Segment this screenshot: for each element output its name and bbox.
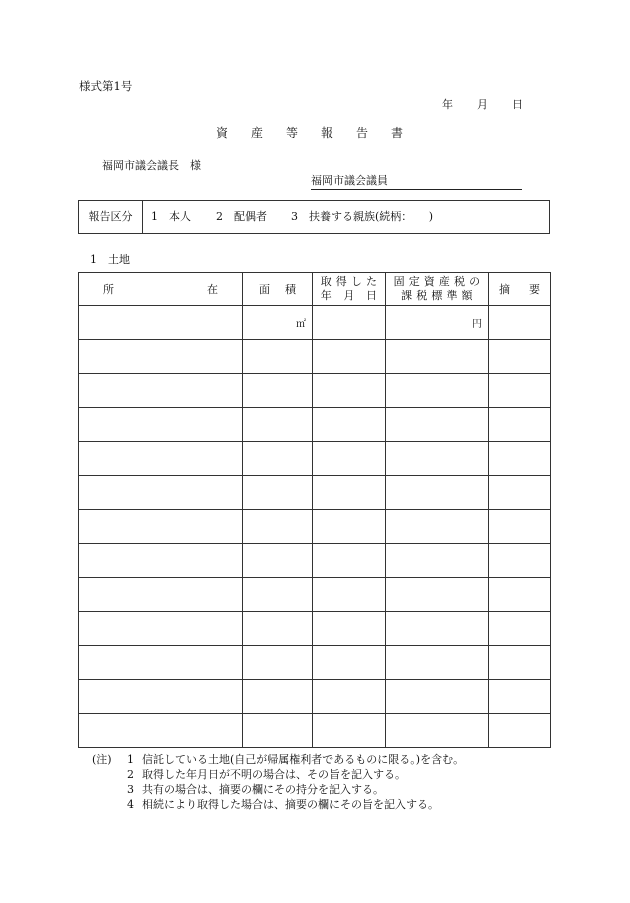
cell-location[interactable] xyxy=(79,680,243,714)
land-table xyxy=(78,272,551,748)
cell-area[interactable] xyxy=(243,510,313,544)
table-row xyxy=(79,374,551,408)
cell-acquired-date[interactable] xyxy=(313,714,386,748)
date-month-label: 月 xyxy=(477,98,488,111)
cell-remarks[interactable] xyxy=(489,646,551,680)
cell-tax-base[interactable] xyxy=(386,306,489,340)
cell-acquired-date[interactable] xyxy=(313,476,386,510)
cell-area[interactable] xyxy=(243,612,313,646)
table-row xyxy=(79,340,551,374)
cell-location[interactable] xyxy=(79,612,243,646)
cell-area[interactable] xyxy=(243,374,313,408)
cell-acquired-date[interactable] xyxy=(313,374,386,408)
cell-remarks[interactable] xyxy=(489,714,551,748)
note-text: 共有の場合は、摘要の欄にその持分を記入する。 xyxy=(142,783,384,796)
cell-acquired-date[interactable] xyxy=(313,306,386,340)
cell-location[interactable] xyxy=(79,442,243,476)
table-row xyxy=(79,714,551,748)
header-acquired-line2: 年 月 日 xyxy=(320,289,378,302)
cell-area[interactable] xyxy=(243,578,313,612)
cell-location[interactable] xyxy=(79,340,243,374)
area-unit: ㎡ xyxy=(296,319,306,330)
cell-tax-base[interactable] xyxy=(386,646,489,680)
header-acquired-line1: 取 得 し た xyxy=(320,275,378,288)
cell-location[interactable] xyxy=(79,374,243,408)
note-number: 2 xyxy=(127,768,134,781)
note-text: 取得した年月日が不明の場合は、その旨を記入する。 xyxy=(142,768,406,781)
cell-location[interactable] xyxy=(79,646,243,680)
header-remarks xyxy=(489,273,551,306)
cell-tax-base[interactable] xyxy=(386,510,489,544)
tax-unit: 円 xyxy=(472,319,482,330)
cell-remarks[interactable] xyxy=(489,544,551,578)
category-option-self: 1 本人 xyxy=(151,210,191,223)
note-number: 4 xyxy=(127,798,134,811)
cell-acquired-date[interactable] xyxy=(313,646,386,680)
report-category-box xyxy=(78,200,550,234)
cell-area[interactable] xyxy=(243,714,313,748)
cell-tax-base[interactable] xyxy=(386,442,489,476)
header-tax-line1: 固 定 資 産 税 の xyxy=(393,275,481,288)
title-char: 書 xyxy=(391,126,404,140)
note-text: 信託している土地(自己が帰属権利者であるものに限る。)を含む。 xyxy=(142,753,465,766)
date-year-label: 年 xyxy=(442,98,453,111)
cell-acquired-date[interactable] xyxy=(313,578,386,612)
cell-acquired-date[interactable] xyxy=(313,340,386,374)
cell-area[interactable] xyxy=(243,340,313,374)
recipient: 福岡市議会議長 様 xyxy=(102,159,201,172)
cell-tax-base[interactable] xyxy=(386,578,489,612)
cell-tax-base[interactable] xyxy=(386,544,489,578)
member-label: 福岡市議会議員 xyxy=(311,174,388,187)
category-option-dependent: 3 扶養する親族(続柄： ) xyxy=(291,210,434,223)
title-char: 告 xyxy=(356,126,369,140)
table-header-row xyxy=(79,273,551,306)
cell-tax-base[interactable] xyxy=(386,612,489,646)
title-char: 産 xyxy=(251,126,264,140)
title-char: 等 xyxy=(286,126,299,140)
cell-remarks[interactable] xyxy=(489,306,551,340)
cell-remarks[interactable] xyxy=(489,408,551,442)
cell-remarks[interactable] xyxy=(489,476,551,510)
cell-acquired-date[interactable] xyxy=(313,680,386,714)
cell-location[interactable] xyxy=(79,578,243,612)
cell-remarks[interactable] xyxy=(489,612,551,646)
cell-remarks[interactable] xyxy=(489,510,551,544)
header-acquired-date xyxy=(313,273,386,306)
table-row xyxy=(79,442,551,476)
form-number: 様式第1号 xyxy=(79,79,133,93)
cell-location[interactable] xyxy=(79,408,243,442)
title-char: 報 xyxy=(321,126,334,140)
cell-area[interactable] xyxy=(243,646,313,680)
cell-tax-base[interactable] xyxy=(386,408,489,442)
cell-location[interactable] xyxy=(79,714,243,748)
header-tax-base xyxy=(386,273,489,306)
cell-area[interactable] xyxy=(243,544,313,578)
cell-acquired-date[interactable] xyxy=(313,408,386,442)
cell-remarks[interactable] xyxy=(489,578,551,612)
cell-area[interactable] xyxy=(243,306,313,340)
table-row xyxy=(79,306,551,340)
header-remarks-char: 要 xyxy=(529,283,540,296)
table-row xyxy=(79,646,551,680)
cell-tax-base[interactable] xyxy=(386,476,489,510)
table-row xyxy=(79,544,551,578)
section-title: 1 土地 xyxy=(90,253,130,266)
header-tax-line2: 課 税 標 準 額 xyxy=(401,289,473,302)
cell-area[interactable] xyxy=(243,476,313,510)
cell-area[interactable] xyxy=(243,408,313,442)
cell-location[interactable] xyxy=(79,476,243,510)
table-row xyxy=(79,680,551,714)
date-day-label: 日 xyxy=(512,98,523,111)
table-row xyxy=(79,408,551,442)
cell-tax-base[interactable] xyxy=(386,680,489,714)
cell-acquired-date[interactable] xyxy=(313,612,386,646)
header-area xyxy=(243,273,313,306)
cell-remarks[interactable] xyxy=(489,442,551,476)
note-text: 相続により取得した場合は、摘要の欄にその旨を記入する。 xyxy=(142,798,439,811)
header-remarks-char: 摘 xyxy=(499,283,510,296)
cell-area[interactable] xyxy=(243,442,313,476)
header-area-char: 積 xyxy=(285,283,296,296)
table-row xyxy=(79,578,551,612)
cell-tax-base[interactable] xyxy=(386,374,489,408)
cell-remarks[interactable] xyxy=(489,680,551,714)
report-category-label: 報告区分 xyxy=(79,201,143,233)
cell-tax-base[interactable] xyxy=(386,714,489,748)
header-location-char: 在 xyxy=(207,283,218,296)
cell-remarks[interactable] xyxy=(489,340,551,374)
notes-label: (注) xyxy=(92,753,112,766)
cell-location[interactable] xyxy=(79,306,243,340)
member-name-line xyxy=(311,172,522,190)
cell-location[interactable] xyxy=(79,544,243,578)
note-number: 1 xyxy=(127,753,134,766)
header-location xyxy=(79,273,243,306)
cell-tax-base[interactable] xyxy=(386,340,489,374)
table-row xyxy=(79,476,551,510)
cell-acquired-date[interactable] xyxy=(313,510,386,544)
header-area-char: 面 xyxy=(259,283,270,296)
header-location-char: 所 xyxy=(103,283,114,296)
cell-acquired-date[interactable] xyxy=(313,544,386,578)
category-option-spouse: 2 配偶者 xyxy=(216,210,267,223)
cell-location[interactable] xyxy=(79,510,243,544)
note-number: 3 xyxy=(127,783,134,796)
table-row xyxy=(79,612,551,646)
table-row xyxy=(79,510,551,544)
title-char: 資 xyxy=(216,126,229,140)
cell-area[interactable] xyxy=(243,680,313,714)
cell-acquired-date[interactable] xyxy=(313,442,386,476)
cell-remarks[interactable] xyxy=(489,374,551,408)
